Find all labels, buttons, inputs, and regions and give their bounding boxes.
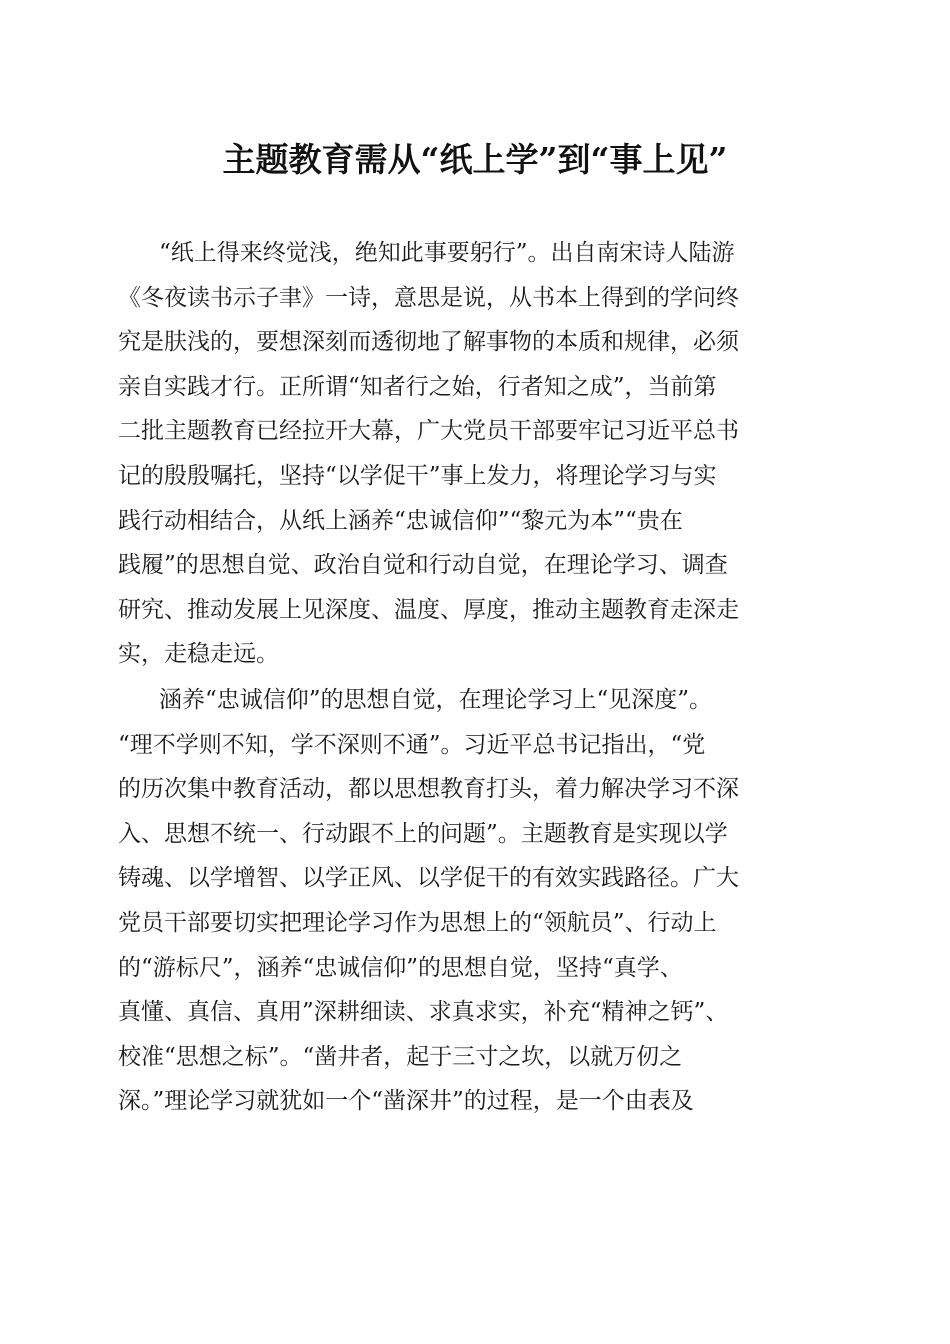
text-line: 的“游标尺”，涵养“忠诚信仰”的思想自觉，坚持“真学、 — [118, 954, 683, 981]
text-line: 践履”的思想自觉、政治自觉和行动自觉，在理论学习、调查 — [118, 552, 728, 579]
text-line: 党员干部要切实把理论学习作为思想上的“领航员”、行动上 — [118, 909, 717, 936]
text-line: 究是肤浅的，要想深刻而透彻地了解事物的本质和规律，必须 — [118, 329, 739, 356]
text-line: “理不学则不知，学不深则不通”。习近平总书记指出，“党 — [118, 731, 706, 758]
text-line: 研究、推动发展上见深度、温度、厚度，推动主题教育走深走 — [118, 596, 739, 623]
text-line: 铸魂、以学增智、以学正风、以学促干的有效实践路径。广大 — [118, 865, 739, 892]
document-title: 主题教育需从“纸上学”到“事上见” — [222, 140, 728, 179]
text-line: 践行动相结合，从纸上涵养“忠诚信仰”“黎元为本”“贵在 — [118, 507, 683, 534]
text-line: 二批主题教育已经拉开大幕，广大党员干部要牢记习近平总书 — [118, 418, 739, 445]
paragraph-1 — [118, 231, 838, 677]
text-line: 入、思想不统一、行动跟不上的问题”。主题教育是实现以学 — [118, 820, 728, 847]
text-line: 亲自实践才行。正所谓“知者行之始，行者知之成”，当前第 — [118, 373, 717, 400]
text-line: 实，走稳走远。 — [118, 641, 279, 668]
text-line: 记的殷殷嘱托，坚持“以学促干”事上发力，将理论学习与实 — [118, 462, 717, 489]
text-line: 真懂、真信、真用”深耕细读、求真求实，补充“精神之钙”、 — [118, 999, 729, 1026]
text-line: 校准“思想之标”。“凿井者，起于三寸之坎，以就万仞之 — [118, 1043, 683, 1070]
text-line: 深。”理论学习就犹如一个“凿深井”的过程，是一个由表及 — [118, 1088, 694, 1115]
text-line: 《冬夜读书示子聿》一诗，意思是说，从书本上得到的学问终 — [118, 284, 739, 311]
text-line: “纸上得来终觉浅，绝知此事要躬行”。出自南宋诗人陆游 — [159, 240, 735, 266]
paragraph-2 — [118, 678, 838, 1124]
text-line: 的历次集中教育活动，都以思想教育打头，着力解决学习不深 — [118, 776, 739, 803]
text-line: 涵养“忠诚信仰”的思想自觉，在理论学习上“见深度”。 — [159, 687, 713, 713]
